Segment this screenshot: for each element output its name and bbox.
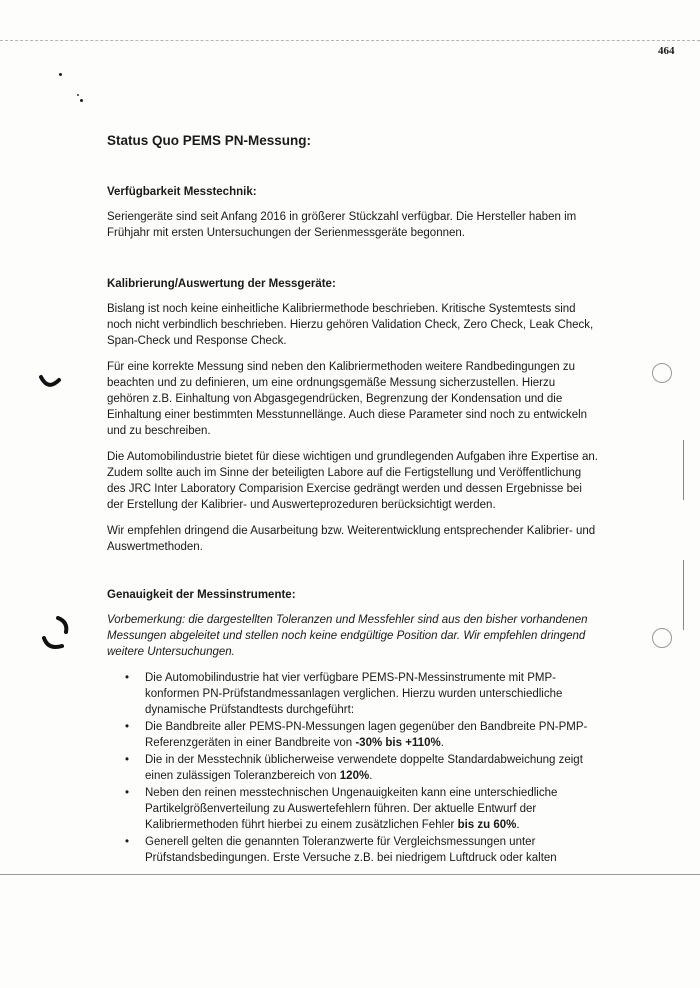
- paragraph: Die Automobilindustrie bietet für diese wichtigen und grundlegenden Aufgaben ihre Expertise an. Zudem sollte auch im Sinne der beteiligten Labore auf die Fertigstellung und Veröffentlichung des JRC Inter Laboratory Comparision Exercise gedrängt werden und dessen Ergebnisse bei der Erstellung der Kalibrier- und Auswerteprozeduren berücksichtigt werden.: [107, 451, 598, 511]
- document-body: [107, 133, 600, 867]
- punch-mark: [40, 614, 74, 654]
- bottom-divider: [0, 874, 700, 875]
- preliminary-remark: Vorbemerkung: die dargestellten Toleranzen und Messfehler sind aus den bisher vorhandenen Messungen abgeleitet und stellen noch keine endgültige Position dar. Wir empfehlen dringend weitere Untersuchungen.: [107, 614, 588, 658]
- page-title: Status Quo PEMS PN-Messung:: [107, 133, 312, 148]
- bullet-list: [107, 670, 600, 866]
- paragraph: Seriengeräte sind seit Anfang 2016 in größerer Stückzahl verfügbar. Die Hersteller haben im Frühjahr mit ersten Untersuchungen der Serienmessgeräte begonnen.: [107, 211, 577, 239]
- punch-mark: [38, 374, 62, 394]
- bullet-icon: •: [125, 721, 130, 733]
- scan-speck: [77, 94, 79, 96]
- page-number: 464: [658, 45, 675, 57]
- punch-hole: [652, 363, 672, 383]
- scan-edge-line: [683, 440, 684, 500]
- list-item: • Die Automobilindustrie hat vier verfügbare PEMS-PN-Messinstrumente mit PMP-konformen PN-Prüfstandmessanlagen verglichen. Hierzu wurden unterschiedliche dynamische Prüfstandtests durchgeführt:: [125, 672, 563, 716]
- scan-edge-line: [683, 560, 684, 630]
- punch-hole: [652, 628, 672, 648]
- section-heading: Verfügbarkeit Messtechnik:: [107, 186, 257, 198]
- bullet-icon: •: [125, 836, 130, 848]
- list-item: • Die Bandbreite aller PEMS-PN-Messungen lagen gegenüber den Bandbreite PN-PMP-Referenzgeräten in einer Bandbreite von -30% bis +110%.: [125, 721, 588, 749]
- paragraph: Bislang ist noch keine einheitliche Kalibriermethode beschrieben. Kritische Systemtests sind noch nicht verbindlich beschrieben. Hierzu gehören Validation Check, Zero Check, Leak Check, Span-Check und Response Check.: [107, 303, 594, 347]
- paragraph: Für eine korrekte Messung sind neben den Kalibriermethoden weitere Randbedingungen zu beachten und zu definieren, um eine ordnungsgemäße Messung sicherzustellen. Hierzu gehören z.B. Einhaltung von Abgasgegendrücken, Begrenzung der Kondensation und die Einhaltung einer bestimmten Messtunnellänge. Auch diese Parameter sind noch zu entwickeln und zu beschreiben.: [107, 361, 588, 437]
- scan-speck: [59, 73, 62, 76]
- scan-speck: [80, 99, 83, 102]
- top-divider: [0, 40, 700, 41]
- section-availability: [107, 184, 600, 241]
- section-heading: Genauigkeit der Messinstrumente:: [107, 589, 296, 601]
- list-item: • Die in der Messtechnik üblicherweise verwendete doppelte Standardabweichung zeigt einen zulässigen Toleranzbereich von 120%.: [125, 754, 583, 782]
- bullet-icon: •: [125, 787, 130, 799]
- section-accuracy: [107, 587, 600, 866]
- section-calibration: [107, 276, 600, 555]
- list-item: • Generell gelten die genannten Toleranzwerte für Vergleichsmessungen unter Prüfstandsbedingungen. Erste Versuche z.B. bei niedrigem Luftdruck oder kalten: [125, 836, 557, 864]
- bullet-icon: •: [125, 754, 130, 766]
- list-item: • Neben den reinen messtechnischen Ungenauigkeiten kann eine unterschiedliche Partikelgrößenverteilung zu Auswertefehlern führen. Der aktuelle Entwurf der Kalibriermethoden führt hierbei zu einem zusätzlichen Fehler bis zu 60%.: [125, 787, 558, 831]
- paragraph: Wir empfehlen dringend die Ausarbeitung bzw. Weiterentwicklung entsprechender Kalibrier- und Auswertmethoden.: [107, 525, 596, 553]
- section-heading: Kalibrierung/Auswertung der Messgeräte:: [107, 278, 336, 290]
- bullet-icon: •: [125, 672, 130, 684]
